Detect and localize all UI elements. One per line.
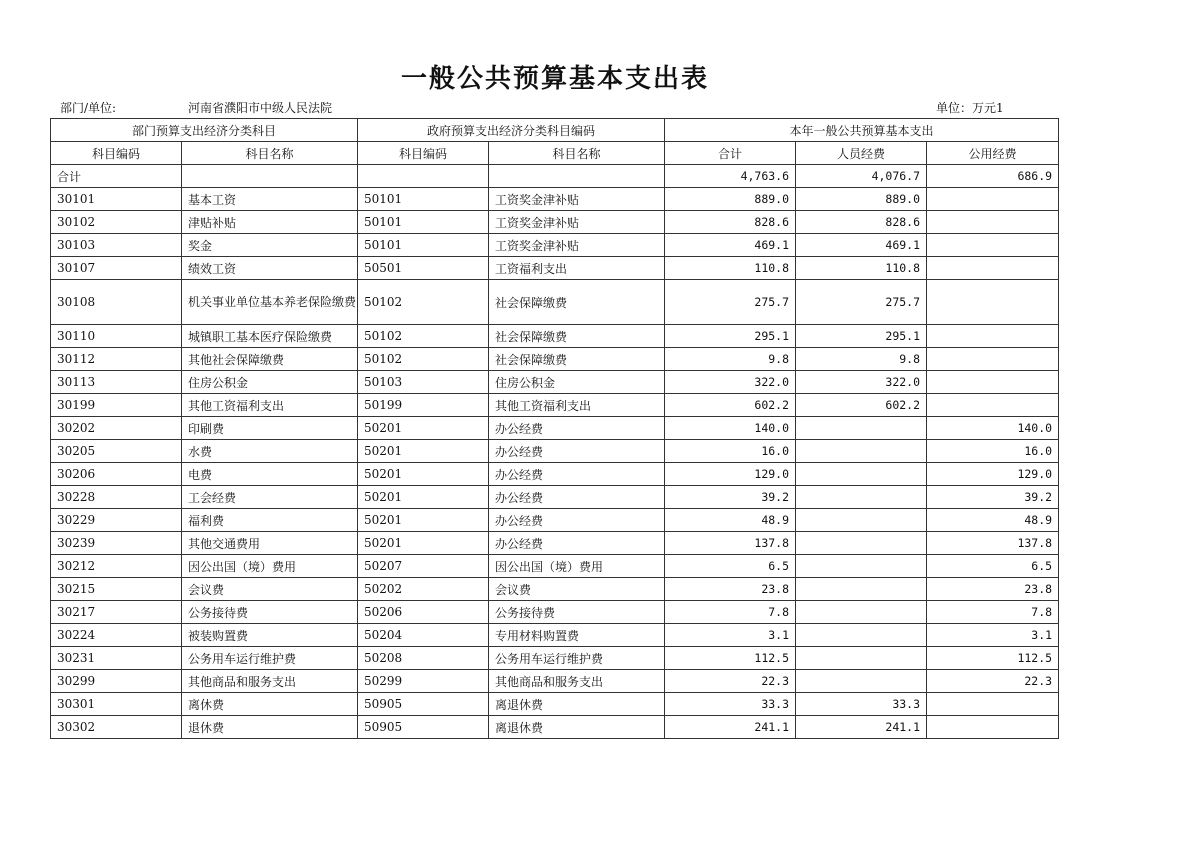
gov-name-cell: 公务用车运行维护费 (489, 647, 665, 670)
total-cell: 137.8 (665, 532, 796, 555)
gov-code-cell: 50101 (358, 211, 489, 234)
name-cell: 其他工资福利支出 (182, 394, 358, 417)
name-cell: 基本工资 (182, 188, 358, 211)
total-cell: 889.0 (665, 188, 796, 211)
name-cell: 机关事业单位基本养老保险缴费 (182, 280, 358, 325)
total-cell: 469.1 (665, 234, 796, 257)
gov-name-cell: 离退休费 (489, 716, 665, 739)
public-cell: 16.0 (927, 440, 1059, 463)
total-cell: 275.7 (665, 280, 796, 325)
total-cell: 33.3 (665, 693, 796, 716)
personnel-cell: 110.8 (796, 257, 927, 280)
gov-code-cell: 50204 (358, 624, 489, 647)
code-cell: 30212 (51, 555, 182, 578)
table-row (51, 211, 1059, 234)
gov-name-cell: 因公出国（境）费用 (489, 555, 665, 578)
gov-name-cell: 社会保障缴费 (489, 348, 665, 371)
code-cell: 30299 (51, 670, 182, 693)
personnel-cell (796, 532, 927, 555)
table-row (51, 371, 1059, 394)
table-row (51, 486, 1059, 509)
name-cell: 其他交通费用 (182, 532, 358, 555)
gov-name-cell: 会议费 (489, 578, 665, 601)
public-cell (927, 394, 1059, 417)
table-row (51, 670, 1059, 693)
total-cell: 828.6 (665, 211, 796, 234)
table-row (51, 532, 1059, 555)
public-cell (927, 693, 1059, 716)
code-cell: 30224 (51, 624, 182, 647)
table-row (51, 188, 1059, 211)
total-empty-cell (182, 165, 358, 188)
total-row (51, 165, 1059, 188)
code-cell: 30302 (51, 716, 182, 739)
table-row (51, 234, 1059, 257)
gov-name-cell: 办公经费 (489, 486, 665, 509)
public-cell (927, 234, 1059, 257)
code-cell: 30229 (51, 509, 182, 532)
gov-name-cell: 离退休费 (489, 693, 665, 716)
name-cell: 其他社会保障缴费 (182, 348, 358, 371)
total-cell: 241.1 (665, 716, 796, 739)
gov-code-cell: 50501 (358, 257, 489, 280)
public-cell (927, 716, 1059, 739)
personnel-cell: 295.1 (796, 325, 927, 348)
personnel-cell: 602.2 (796, 394, 927, 417)
header-total: 合计 (665, 142, 796, 165)
personnel-cell: 322.0 (796, 371, 927, 394)
header-basic-expenditure: 本年一般公共预算基本支出 (665, 119, 1059, 142)
code-cell: 30231 (51, 647, 182, 670)
header-group-row (51, 119, 1059, 142)
public-cell: 129.0 (927, 463, 1059, 486)
public-cell: 48.9 (927, 509, 1059, 532)
public-cell (927, 257, 1059, 280)
dept-label: 部门/单位: (60, 101, 117, 115)
code-cell: 30206 (51, 463, 182, 486)
table-row (51, 325, 1059, 348)
gov-name-cell: 办公经费 (489, 532, 665, 555)
code-cell: 30301 (51, 693, 182, 716)
gov-code-cell: 50206 (358, 601, 489, 624)
public-cell (927, 211, 1059, 234)
name-cell: 福利费 (182, 509, 358, 532)
total-cell: 110.8 (665, 257, 796, 280)
public-cell: 7.8 (927, 601, 1059, 624)
code-cell: 30107 (51, 257, 182, 280)
gov-code-cell: 50207 (358, 555, 489, 578)
personnel-cell: 469.1 (796, 234, 927, 257)
table-row (51, 578, 1059, 601)
public-cell: 39.2 (927, 486, 1059, 509)
header-name2: 科目名称 (489, 142, 665, 165)
code-cell: 30215 (51, 578, 182, 601)
total-public: 686.9 (927, 165, 1059, 188)
gov-name-cell: 工资福利支出 (489, 257, 665, 280)
total-cell: 3.1 (665, 624, 796, 647)
public-cell: 22.3 (927, 670, 1059, 693)
header-name1: 科目名称 (182, 142, 358, 165)
table-row (51, 280, 1059, 325)
header-dept-econ-class: 部门预算支出经济分类科目 (51, 119, 358, 142)
header-personnel: 人员经费 (796, 142, 927, 165)
personnel-cell: 241.1 (796, 716, 927, 739)
unit-label: 单位：万元1 (936, 101, 1004, 115)
public-cell (927, 371, 1059, 394)
name-cell: 退休费 (182, 716, 358, 739)
personnel-cell (796, 486, 927, 509)
total-cell: 322.0 (665, 371, 796, 394)
code-cell: 30101 (51, 188, 182, 211)
personnel-cell (796, 417, 927, 440)
public-cell: 140.0 (927, 417, 1059, 440)
header-gov-econ-class: 政府预算支出经济分类科目编码 (358, 119, 665, 142)
code-cell: 30102 (51, 211, 182, 234)
name-cell: 公务用车运行维护费 (182, 647, 358, 670)
name-cell: 离休费 (182, 693, 358, 716)
header-public: 公用经费 (927, 142, 1059, 165)
public-cell: 112.5 (927, 647, 1059, 670)
public-cell (927, 348, 1059, 371)
name-cell: 被装购置费 (182, 624, 358, 647)
name-cell: 绩效工资 (182, 257, 358, 280)
code-cell: 30239 (51, 532, 182, 555)
personnel-cell: 33.3 (796, 693, 927, 716)
table-row (51, 693, 1059, 716)
gov-code-cell: 50201 (358, 440, 489, 463)
gov-code-cell: 50299 (358, 670, 489, 693)
gov-code-cell: 50201 (358, 417, 489, 440)
gov-name-cell: 社会保障缴费 (489, 325, 665, 348)
gov-name-cell: 住房公积金 (489, 371, 665, 394)
total-cell: 22.3 (665, 670, 796, 693)
gov-code-cell: 50905 (358, 716, 489, 739)
gov-name-cell: 工资奖金津补贴 (489, 188, 665, 211)
code-cell: 30108 (51, 280, 182, 325)
table-row (51, 509, 1059, 532)
total-cell: 129.0 (665, 463, 796, 486)
code-cell: 30205 (51, 440, 182, 463)
code-cell: 30228 (51, 486, 182, 509)
header-code1: 科目编码 (51, 142, 182, 165)
total-cell: 602.2 (665, 394, 796, 417)
name-cell: 工会经费 (182, 486, 358, 509)
code-cell: 30217 (51, 601, 182, 624)
total-empty-cell (489, 165, 665, 188)
personnel-cell (796, 647, 927, 670)
total-cell: 39.2 (665, 486, 796, 509)
name-cell: 其他商品和服务支出 (182, 670, 358, 693)
public-cell (927, 188, 1059, 211)
personnel-cell (796, 509, 927, 532)
personnel-cell (796, 670, 927, 693)
gov-code-cell: 50202 (358, 578, 489, 601)
personnel-cell (796, 601, 927, 624)
header-column-row (51, 142, 1059, 165)
code-cell: 30110 (51, 325, 182, 348)
budget-table (50, 118, 1059, 739)
public-cell (927, 280, 1059, 325)
gov-name-cell: 其他工资福利支出 (489, 394, 665, 417)
gov-code-cell: 50101 (358, 234, 489, 257)
gov-code-cell: 50103 (358, 371, 489, 394)
gov-code-cell: 50102 (358, 325, 489, 348)
personnel-cell (796, 440, 927, 463)
gov-name-cell: 办公经费 (489, 463, 665, 486)
gov-code-cell: 50201 (358, 532, 489, 555)
gov-name-cell: 社会保障缴费 (489, 280, 665, 325)
personnel-cell (796, 624, 927, 647)
table-row (51, 348, 1059, 371)
code-cell: 30202 (51, 417, 182, 440)
total-cell: 9.8 (665, 348, 796, 371)
table-row (51, 417, 1059, 440)
personnel-cell (796, 578, 927, 601)
gov-code-cell: 50208 (358, 647, 489, 670)
total-empty-cell (358, 165, 489, 188)
public-cell: 23.8 (927, 578, 1059, 601)
name-cell: 住房公积金 (182, 371, 358, 394)
code-cell: 30112 (51, 348, 182, 371)
gov-name-cell: 办公经费 (489, 417, 665, 440)
total-cell: 140.0 (665, 417, 796, 440)
name-cell: 水费 (182, 440, 358, 463)
code-cell: 30103 (51, 234, 182, 257)
gov-code-cell: 50201 (358, 463, 489, 486)
total-cell: 6.5 (665, 555, 796, 578)
total-cell: 23.8 (665, 578, 796, 601)
gov-code-cell: 50101 (358, 188, 489, 211)
table-row (51, 463, 1059, 486)
dept-name: 河南省濮阳市中级人民法院 (188, 101, 333, 115)
personnel-cell: 889.0 (796, 188, 927, 211)
public-cell (927, 325, 1059, 348)
gov-name-cell: 工资奖金津补贴 (489, 234, 665, 257)
name-cell: 印刷费 (182, 417, 358, 440)
gov-code-cell: 50905 (358, 693, 489, 716)
public-cell: 137.8 (927, 532, 1059, 555)
total-label: 合计 (51, 165, 182, 188)
header-code2: 科目编码 (358, 142, 489, 165)
personnel-cell: 9.8 (796, 348, 927, 371)
total-cell: 48.9 (665, 509, 796, 532)
name-cell: 城镇职工基本医疗保险缴费 (182, 325, 358, 348)
public-cell: 3.1 (927, 624, 1059, 647)
gov-name-cell: 办公经费 (489, 509, 665, 532)
code-cell: 30113 (51, 371, 182, 394)
gov-name-cell: 专用材料购置费 (489, 624, 665, 647)
total-personnel: 4,076.7 (796, 165, 927, 188)
personnel-cell: 828.6 (796, 211, 927, 234)
gov-name-cell: 办公经费 (489, 440, 665, 463)
table-row (51, 624, 1059, 647)
total-cell: 16.0 (665, 440, 796, 463)
total-cell: 112.5 (665, 647, 796, 670)
public-cell: 6.5 (927, 555, 1059, 578)
table-row (51, 394, 1059, 417)
name-cell: 津贴补贴 (182, 211, 358, 234)
name-cell: 公务接待费 (182, 601, 358, 624)
gov-name-cell: 其他商品和服务支出 (489, 670, 665, 693)
code-cell: 30199 (51, 394, 182, 417)
personnel-cell: 275.7 (796, 280, 927, 325)
page-title: 一般公共预算基本支出表 (400, 64, 709, 94)
table-row (51, 555, 1059, 578)
total-total: 4,763.6 (665, 165, 796, 188)
gov-name-cell: 公务接待费 (489, 601, 665, 624)
name-cell: 奖金 (182, 234, 358, 257)
table-row (51, 647, 1059, 670)
personnel-cell (796, 463, 927, 486)
gov-name-cell: 工资奖金津补贴 (489, 211, 665, 234)
name-cell: 电费 (182, 463, 358, 486)
total-cell: 7.8 (665, 601, 796, 624)
table-row (51, 716, 1059, 739)
total-cell: 295.1 (665, 325, 796, 348)
table-row (51, 440, 1059, 463)
table-row (51, 601, 1059, 624)
table-row (51, 257, 1059, 280)
gov-code-cell: 50199 (358, 394, 489, 417)
gov-code-cell: 50201 (358, 486, 489, 509)
name-cell: 因公出国（境）费用 (182, 555, 358, 578)
gov-code-cell: 50102 (358, 348, 489, 371)
personnel-cell (796, 555, 927, 578)
gov-code-cell: 50102 (358, 280, 489, 325)
gov-code-cell: 50201 (358, 509, 489, 532)
name-cell: 会议费 (182, 578, 358, 601)
